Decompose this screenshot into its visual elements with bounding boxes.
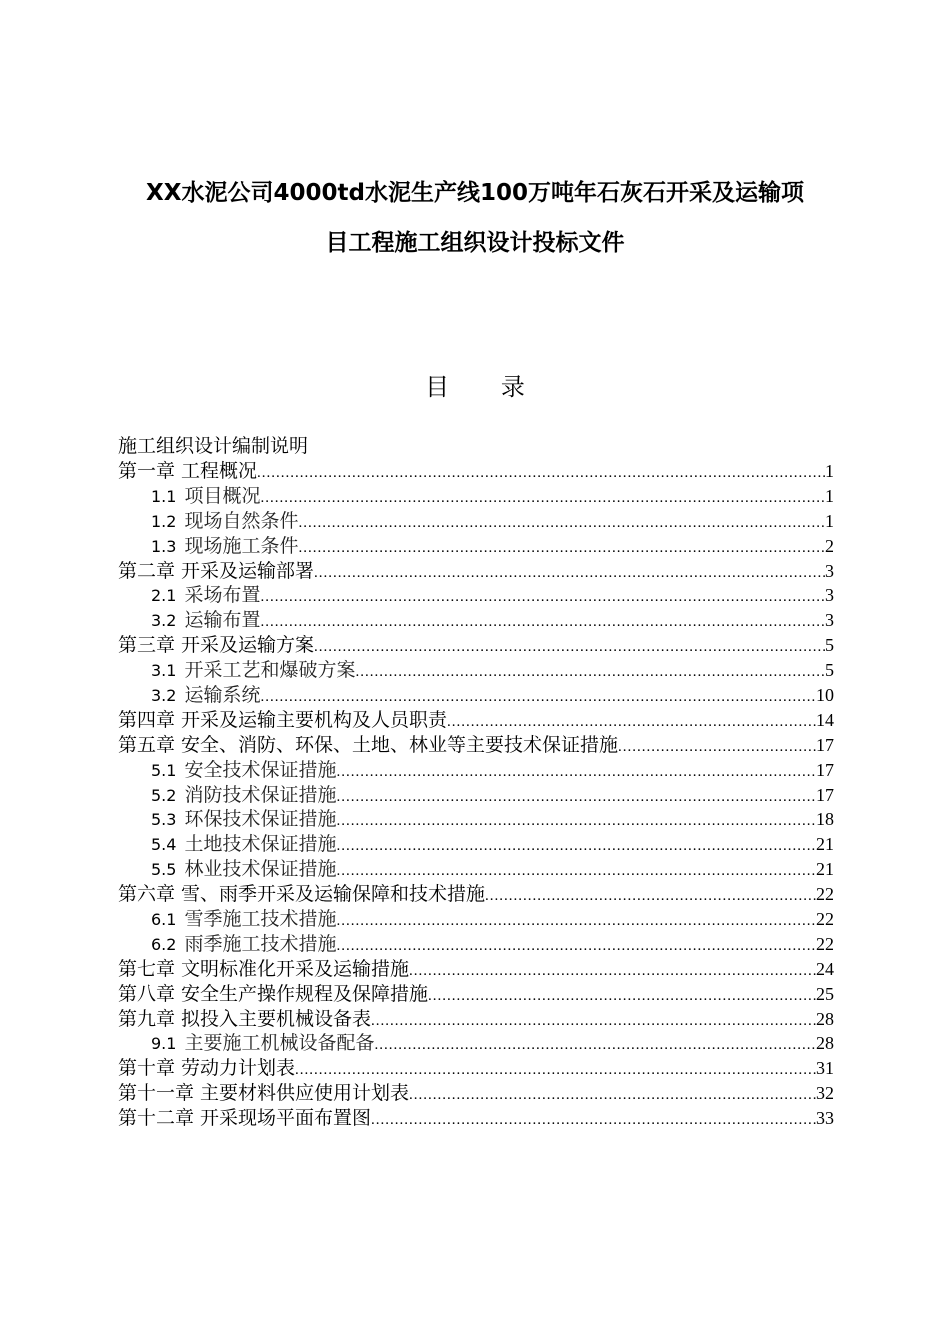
toc-section-entry[interactable]: [118, 608, 834, 633]
toc-entry-label: [118, 783, 336, 808]
toc-page-number: 33: [816, 1108, 834, 1129]
toc-entry-number: 9.1: [151, 1034, 177, 1054]
toc-entry-label: [118, 758, 336, 783]
toc-chapter-entry[interactable]: [118, 982, 834, 1007]
toc-entry-number: 1.1: [151, 486, 177, 506]
toc-entry-text: 第十章 劳动力计划表: [118, 1057, 296, 1080]
toc-entry-label: [118, 633, 314, 658]
toc-dot-leader: [336, 859, 816, 882]
toc-page-number: 21: [816, 859, 834, 880]
toc-entry-label: [118, 1056, 295, 1081]
toc-page-number: 28: [816, 1008, 834, 1029]
toc-heading-char-1: 目: [425, 373, 450, 401]
toc-chapter-entry[interactable]: [118, 633, 834, 658]
toc-entry-label: [118, 484, 260, 509]
toc-entry-text: 第六章 雪、雨季开采及运输保障和技术措施: [118, 883, 486, 906]
toc-entry-number: 6.1: [151, 910, 177, 930]
toc-page-number: 2: [825, 535, 834, 556]
toc-entry-label: [118, 1081, 409, 1106]
toc-entry-label: [118, 733, 618, 758]
toc-entry-text: 运输系统: [184, 684, 261, 707]
toc-entry-text: 项目概况: [184, 484, 261, 507]
toc-entry-number: 5.4: [151, 835, 177, 855]
toc-entry-label: [118, 534, 298, 559]
toc-dot-leader: [260, 486, 825, 509]
toc-entry-number: 1.2: [151, 511, 177, 531]
toc-entry-number: 3.2: [151, 686, 177, 706]
toc-entry-text: 消防技术保证措施: [184, 783, 337, 806]
toc-chapter-entry[interactable]: [118, 733, 834, 758]
toc-entry-number: 3.2: [151, 611, 177, 631]
toc-dot-leader: [314, 635, 825, 658]
toc-page-number: 1: [825, 485, 834, 506]
toc-entry-label: [118, 1106, 371, 1131]
toc-entry-label: [118, 708, 447, 733]
toc-page-number: 24: [816, 958, 834, 979]
toc-dot-leader: [618, 735, 816, 758]
toc-entry-label: [118, 658, 355, 683]
toc-section-entry[interactable]: [118, 658, 834, 683]
toc-entry-text: 现场自然条件: [184, 509, 299, 532]
toc-dot-leader: [295, 1058, 816, 1081]
toc-entry-number: 6.2: [151, 934, 177, 954]
toc-entry-label: [118, 957, 409, 982]
toc-intro: 施工组织设计编制说明: [118, 435, 309, 457]
toc-section-entry[interactable]: [118, 758, 834, 783]
toc-entry-number: 1.3: [151, 536, 177, 556]
toc-page-number: 22: [816, 933, 834, 954]
toc-entry-text: 雨季施工技术措施: [184, 932, 337, 955]
toc-entry-label: [118, 982, 428, 1007]
toc-section-entry[interactable]: [118, 932, 834, 957]
toc-dot-leader: [336, 760, 816, 783]
toc-entry-text: 第十一章 主要材料供应使用计划表: [118, 1082, 410, 1105]
toc-section-entry[interactable]: [118, 783, 834, 808]
toc-chapter-entry[interactable]: [118, 1056, 834, 1081]
toc-chapter-entry[interactable]: [118, 1081, 834, 1106]
toc-section-entry[interactable]: [118, 509, 834, 534]
toc-page-number: 32: [816, 1083, 834, 1104]
toc-chapter-entry[interactable]: [118, 1106, 834, 1131]
toc-dot-leader: [371, 1009, 816, 1032]
toc-entry-text: 第五章 安全、消防、环保、土地、林业等主要技术保证措施: [118, 733, 619, 756]
toc-page-number: 31: [816, 1058, 834, 1079]
toc-heading-char-2: 录: [500, 373, 525, 401]
toc-page-number: 3: [825, 585, 834, 606]
toc-dot-leader: [355, 660, 825, 683]
toc-chapter-entry[interactable]: [118, 1007, 834, 1032]
toc-page-number: 14: [816, 709, 834, 730]
toc-section-entry[interactable]: [118, 534, 834, 559]
title-line-2: 目工程施工组织设计投标文件: [325, 230, 625, 256]
toc-entry-text: 现场施工条件: [184, 534, 299, 557]
toc-entry-text: 运输布置: [184, 609, 261, 632]
toc-chapter-entry[interactable]: [118, 708, 834, 733]
toc-dot-leader: [336, 809, 816, 832]
toc-entry-label: [118, 459, 257, 484]
toc-page-number: 28: [816, 1033, 834, 1054]
toc-entry-text: 第七章 文明标准化开采及运输措施: [118, 957, 410, 980]
toc-chapter-entry[interactable]: [118, 957, 834, 982]
toc-section-entry[interactable]: [118, 857, 834, 882]
toc-dot-leader: [336, 934, 816, 957]
toc-entry-number: 5.3: [151, 810, 177, 830]
toc-dot-leader: [336, 909, 816, 932]
toc-entry-text: 开采工艺和爆破方案: [184, 659, 356, 682]
toc-page-number: 22: [816, 884, 834, 905]
toc-entry-text: 第八章 安全生产操作规程及保障措施: [118, 982, 429, 1005]
toc-page-number: 1: [825, 461, 834, 481]
toc-section-entry[interactable]: [118, 1031, 834, 1056]
toc-entry-number: 5.2: [151, 785, 177, 805]
toc-entry-text: 第十二章 开采现场平面布置图: [118, 1107, 372, 1130]
toc-section-entry[interactable]: [118, 583, 834, 608]
toc-chapter-entry[interactable]: [118, 559, 834, 584]
toc-entry-label: [118, 882, 485, 907]
toc-entry-text: 土地技术保证措施: [184, 833, 337, 856]
toc-page-number: 5: [825, 635, 834, 656]
toc-section-entry[interactable]: [118, 484, 834, 509]
toc-dot-leader: [314, 561, 825, 584]
toc-heading: [0, 370, 950, 404]
toc-entry-number: 5.5: [151, 860, 177, 880]
toc-dot-leader: [409, 959, 816, 982]
toc-section-entry[interactable]: [118, 832, 834, 857]
toc-dot-leader: [428, 984, 816, 1007]
toc-dot-leader: [409, 1083, 816, 1106]
toc-section-entry[interactable]: [118, 683, 834, 708]
toc-entry-label: [118, 583, 260, 608]
toc-section-entry[interactable]: [118, 807, 834, 832]
toc-entry-label: [118, 509, 298, 534]
toc-page-number: 5: [825, 660, 834, 681]
toc-entry-text: 第九章 拟投入主要机械设备表: [118, 1007, 372, 1030]
toc-dot-leader: [260, 610, 825, 633]
toc-entry-text: 第二章 开采及运输部署: [118, 559, 315, 582]
toc-entry-label: [118, 1007, 371, 1032]
toc-entry-label: [118, 1031, 374, 1056]
toc-entry-text: 雪季施工技术措施: [184, 908, 337, 931]
toc-entry-text: 采场布置: [184, 584, 261, 607]
toc-entry-label: [118, 832, 336, 857]
toc-page-number: 10: [816, 685, 834, 706]
toc-dot-leader: [374, 1033, 816, 1056]
toc-entry-number: 5.1: [151, 760, 177, 780]
toc-dot-leader: [485, 884, 816, 907]
toc-page-number: 25: [816, 983, 834, 1004]
toc-page-number: 17: [816, 759, 834, 780]
toc-dot-leader: [371, 1108, 816, 1131]
toc-dot-leader: [298, 536, 825, 559]
toc-entry-label: [118, 807, 336, 832]
toc-page-number: 17: [816, 784, 834, 805]
toc-page-number: 17: [816, 734, 834, 755]
document-title: [95, 168, 855, 268]
toc-entry-text: 第一章 工程概况: [118, 460, 258, 482]
toc-page-number: 3: [825, 610, 834, 631]
title-line-1: XX水泥公司4000td水泥生产线100万吨年石灰石开采及运输项: [146, 180, 804, 206]
toc-entry-label: [118, 857, 336, 882]
toc-dot-leader: [257, 461, 825, 484]
toc-dot-leader: [260, 585, 825, 608]
toc-dot-leader: [260, 685, 816, 708]
toc-dot-leader: [298, 511, 825, 534]
toc-section-entry[interactable]: [118, 907, 834, 932]
toc-entry-number: 3.1: [151, 661, 177, 681]
toc-chapter-entry[interactable]: [118, 459, 834, 484]
toc-entry-text: 第四章 开采及运输主要机构及人员职责: [118, 708, 448, 731]
toc-page-number: 22: [816, 909, 834, 930]
toc-page-number: 1: [825, 510, 834, 531]
toc-entry-number: 2.1: [151, 586, 177, 606]
table-of-contents: [118, 434, 834, 1131]
toc-page-number: 18: [816, 809, 834, 830]
toc-dot-leader: [336, 834, 816, 857]
toc-entry-label: [118, 932, 336, 957]
toc-dot-leader: [447, 710, 816, 733]
toc-entry-text: 第三章 开采及运输方案: [118, 634, 315, 657]
toc-dot-leader: [336, 785, 816, 808]
toc-entry-text: 主要施工机械设备配备: [184, 1032, 375, 1055]
toc-entry-label: [118, 608, 260, 633]
toc-entry-label: [118, 559, 314, 584]
toc-page-number: 3: [825, 560, 834, 581]
toc-list: [118, 459, 834, 1131]
toc-entry-label: [118, 683, 260, 708]
toc-entry-label: [118, 907, 336, 932]
toc-chapter-entry[interactable]: [118, 882, 834, 907]
toc-page-number: 21: [816, 834, 834, 855]
toc-entry-text: 安全技术保证措施: [184, 758, 337, 781]
toc-entry-text: 林业技术保证措施: [184, 858, 337, 881]
toc-entry-text: 环保技术保证措施: [184, 808, 337, 831]
